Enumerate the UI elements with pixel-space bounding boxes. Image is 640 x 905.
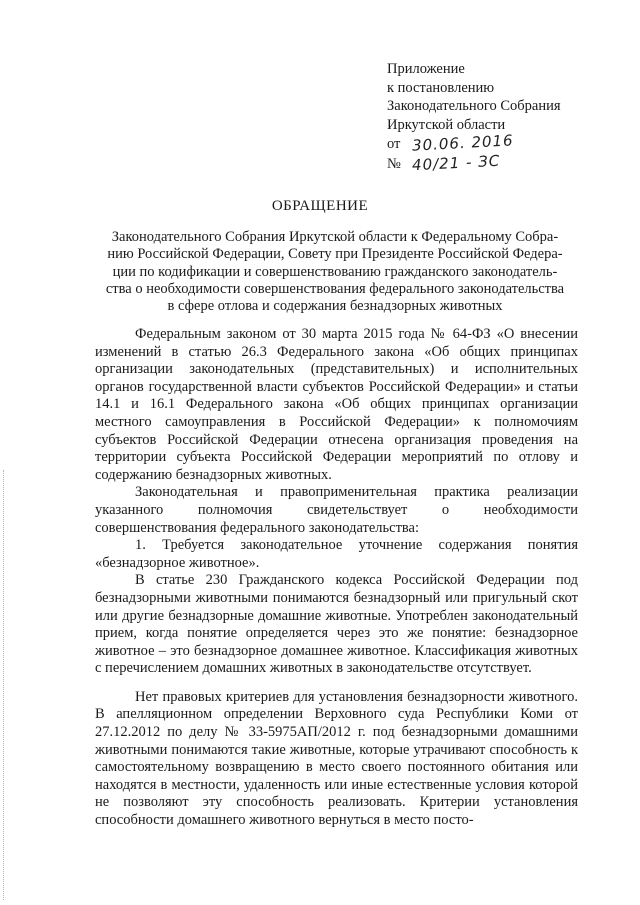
number-prefix: № (387, 155, 401, 172)
appendix-number-line (387, 151, 627, 175)
document-title: ОБРАЩЕНИЕ (271, 198, 369, 214)
appendix-block (387, 60, 627, 174)
handwritten-date: 30.06. 2016 (411, 131, 515, 156)
document-subtitle (96, 229, 574, 315)
body-paragraph: Нет правовых критериев для установления безнадзорности животного. В апелляционном определении Верховного суда Республики Коми от 27.12.2012 по делу № 33-5975АП/2012 г. под безнадзорными домашними животными понимаются такие животные, которые утрачивают способность к самостоятельному возвращению в место своего постоянного обитания или находятся в местности, удаленность или иные естественные условия которой не позволяют эту способность реализовать. Критерии установления способности домашнего животного вернуться в место посто- (95, 688, 578, 829)
subtitle-line: ции по кодификации и совершенствованию гражданского законодатель- (112, 263, 558, 280)
appendix-line: к постановлению (387, 79, 495, 96)
subtitle-line: в сфере отлова и содержания безнадзорных животных (167, 298, 503, 315)
body-paragraph: Законодательная и правоприменительная практика реализации указанного полномочия свидетельствует о необходимости совершенствования федерального законодательства: (95, 484, 578, 536)
subtitle-line: ства о необходимости совершенствования федерального законодательства (105, 280, 565, 297)
body-paragraph: В статье 230 Гражданского кодекса Российской Федерации под безнадзорными животными понимаются безнадзорный или пригульный скот или другие безнадзорные домашние животные. Употреблен законодательный прием, когда понятие определяется через это же понятие: безнадзорное животное – это безнадзорное домашнее животное. Классификация животных с перечислением домашних животных в законодательстве отсутствует. (95, 572, 578, 677)
document-body (95, 326, 578, 830)
body-paragraph: Федеральным законом от 30 марта 2015 года № 64-ФЗ «О внесении изменений в статью 26.3 Федерального закона «Об общих принципах организации законодательных (представительных) и исполнительных органов государственной власти субъектов Российской Федерации» и статьи 14.1 и 16.1 Федерального закона «Об общих принципах организации местного самоуправления в Российской Федерации» к полномочиям субъектов Российской Федерации отнесена организация проведения на территории субъекта Российской Федерации мероприятий по отлову и содержанию безнадзорных животных. (95, 326, 578, 483)
subtitle-line: Законодательного Собрания Иркутской области к Федеральному Собра- (111, 229, 559, 245)
appendix-line: Приложение (387, 61, 465, 77)
date-prefix: от (387, 136, 401, 153)
subtitle-line: нию Российской Федерации, Совету при Президенте Российской Федера- (107, 246, 563, 263)
scan-edge-marks (3, 470, 7, 900)
handwritten-number: 40/21 - ЗС (412, 151, 502, 175)
appendix-line: Иркутской области (387, 116, 506, 133)
body-paragraph: 1. Требуется законодательное уточнение содержания понятия «безнадзорное животное». (95, 537, 578, 571)
appendix-date-line (387, 131, 627, 156)
appendix-line: Законодательного Собрания (387, 98, 561, 115)
